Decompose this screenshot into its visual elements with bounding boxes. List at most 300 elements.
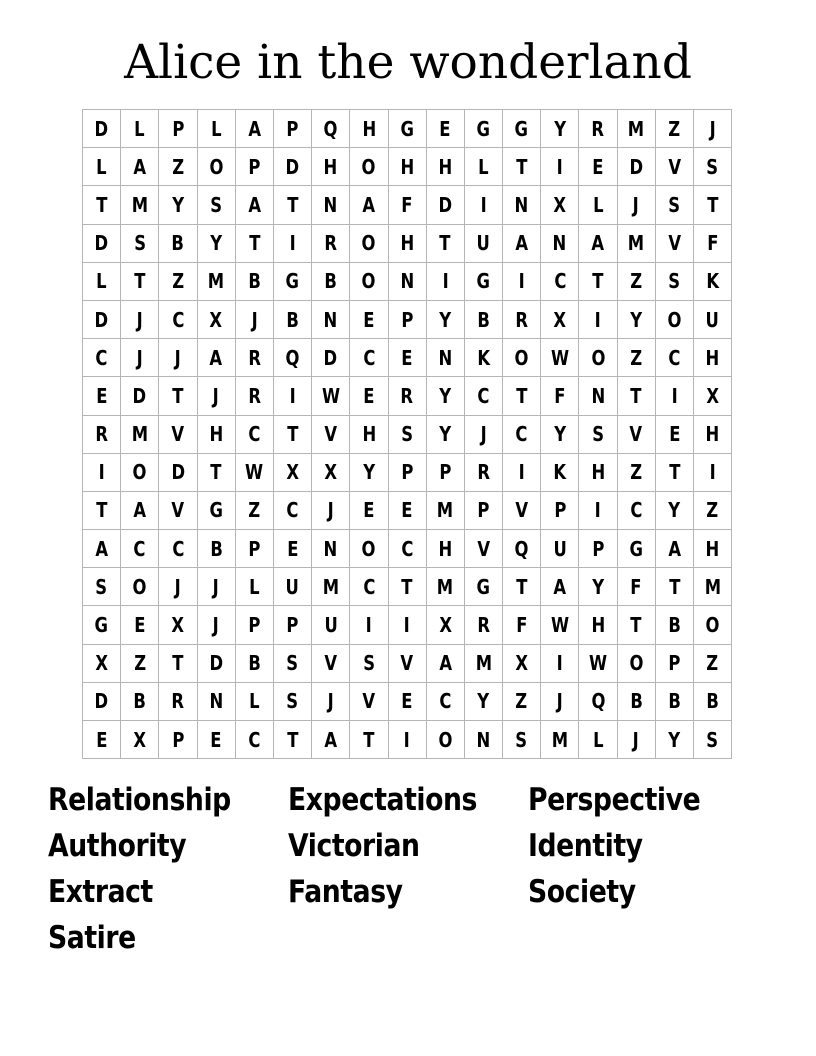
grid-cell (503, 606, 541, 644)
grid-cell (541, 491, 579, 529)
grid-row (83, 491, 732, 529)
grid-cell (464, 530, 502, 568)
grid-letter: Q (285, 345, 300, 370)
grid-letter: D (438, 192, 453, 217)
grid-cell (350, 682, 388, 720)
grid-cell (159, 186, 197, 224)
grid-cell (464, 415, 502, 453)
grid-cell (273, 606, 311, 644)
grid-letter: H (705, 422, 720, 447)
grid-letter: A (591, 231, 605, 256)
grid-letter: T (630, 613, 642, 638)
grid-cell (312, 682, 350, 720)
grid-letter: X (324, 460, 338, 485)
grid-letter: C (248, 727, 261, 752)
grid-cell (235, 530, 273, 568)
grid-letter: B (171, 231, 185, 256)
grid-letter: Y (553, 116, 566, 141)
grid-letter: J (633, 727, 640, 752)
grid-letter: L (592, 192, 604, 217)
grid-cell (159, 300, 197, 338)
grid-cell (350, 644, 388, 682)
grid-letter: Q (514, 536, 529, 561)
grid-letter: J (174, 574, 182, 599)
grid-cell (159, 644, 197, 682)
grid-letter: D (629, 154, 644, 179)
grid-cell (235, 491, 273, 529)
grid-cell (464, 377, 502, 415)
grid-letter: C (133, 536, 146, 561)
grid-cell (541, 415, 579, 453)
grid-cell (83, 262, 121, 300)
grid-letter: L (249, 574, 260, 599)
grid-cell (159, 682, 197, 720)
grid-letter: R (477, 460, 490, 485)
grid-cell (83, 300, 121, 338)
grid-cell (426, 491, 464, 529)
grid-cell (350, 300, 388, 338)
grid-row (83, 644, 732, 682)
grid-letter: L (592, 727, 604, 752)
word-list-item: Victorian (288, 828, 420, 864)
grid-letter: O (361, 536, 376, 561)
grid-letter: S (133, 231, 146, 256)
grid-letter: Z (630, 460, 643, 485)
grid-letter: Y (553, 422, 566, 447)
grid-cell (235, 721, 273, 759)
grid-cell (273, 644, 311, 682)
grid-cell (541, 262, 579, 300)
grid-letter: B (286, 307, 299, 332)
grid-cell (83, 110, 121, 148)
grid-cell (83, 377, 121, 415)
grid-cell (426, 339, 464, 377)
grid-cell (426, 377, 464, 415)
grid-cell (541, 453, 579, 491)
grid-letter: S (706, 727, 719, 752)
grid-letter: Q (323, 116, 338, 141)
grid-letter: J (136, 345, 143, 370)
grid-cell (503, 339, 541, 377)
grid-letter: H (591, 613, 605, 638)
grid-cell (235, 339, 273, 377)
grid-letter: T (668, 460, 681, 485)
grid-row (83, 339, 732, 377)
grid-cell (694, 148, 732, 186)
grid-letter: I (404, 727, 411, 752)
grid-cell (235, 415, 273, 453)
grid-cell (159, 721, 197, 759)
grid-cell (159, 262, 197, 300)
grid-cell (655, 262, 693, 300)
grid-letter: H (362, 422, 376, 447)
grid-letter: F (516, 613, 528, 638)
grid-cell (503, 453, 541, 491)
grid-cell (121, 491, 159, 529)
grid-letter: M (322, 574, 339, 599)
grid-cell (273, 224, 311, 262)
grid-cell (426, 262, 464, 300)
grid-cell (388, 148, 426, 186)
grid-letter: V (668, 231, 681, 256)
grid-cell (464, 186, 502, 224)
grid-cell (655, 224, 693, 262)
grid-cell (388, 186, 426, 224)
grid-letter: I (98, 460, 105, 485)
grid-letter: U (285, 574, 300, 599)
grid-cell (197, 530, 235, 568)
grid-letter: D (285, 154, 300, 179)
grid-letter: T (592, 269, 604, 294)
grid-letter: R (324, 231, 338, 256)
grid-letter: Q (591, 689, 605, 714)
grid-cell (121, 644, 159, 682)
grid-letter: I (594, 307, 602, 332)
grid-cell (312, 606, 350, 644)
grid-cell (159, 491, 197, 529)
grid-cell (83, 453, 121, 491)
grid-letter: E (401, 345, 413, 370)
grid-cell (426, 606, 464, 644)
grid-letter: A (324, 727, 338, 752)
grid-cell (273, 186, 311, 224)
grid-letter: Y (439, 383, 452, 408)
grid-cell (426, 186, 464, 224)
grid-cell (579, 224, 617, 262)
grid-letter: O (361, 154, 376, 179)
grid-cell (273, 339, 311, 377)
grid-letter: J (174, 345, 182, 370)
grid-cell (464, 721, 502, 759)
grid-letter: H (400, 154, 414, 179)
grid-cell (312, 186, 350, 224)
grid-cell (617, 377, 655, 415)
grid-letter: I (289, 383, 296, 408)
grid-row (83, 682, 732, 720)
grid-cell (235, 377, 273, 415)
word-list-item: Perspective (528, 782, 701, 818)
grid-cell (464, 262, 502, 300)
grid-letter: P (401, 460, 414, 485)
grid-cell (694, 262, 732, 300)
grid-letter: S (592, 422, 604, 447)
grid-letter: P (553, 498, 566, 523)
grid-cell (235, 148, 273, 186)
grid-letter: T (668, 574, 681, 599)
grid-letter: I (709, 460, 716, 485)
grid-letter: D (94, 689, 109, 714)
grid-cell (541, 110, 579, 148)
grid-cell (83, 721, 121, 759)
grid-cell (426, 721, 464, 759)
grid-letter: O (438, 727, 453, 752)
grid-cell (312, 300, 350, 338)
grid-letter: V (171, 498, 185, 523)
grid-letter: I (518, 269, 525, 294)
grid-letter: V (324, 651, 338, 676)
grid-letter: Z (630, 269, 643, 294)
grid-letter: U (324, 613, 338, 638)
grid-cell (503, 224, 541, 262)
grid-row (83, 148, 732, 186)
grid-letter: M (437, 574, 454, 599)
grid-letter: G (514, 116, 529, 141)
grid-cell (388, 262, 426, 300)
grid-cell (350, 186, 388, 224)
grid-cell (121, 453, 159, 491)
grid-cell (617, 300, 655, 338)
grid-letter: H (438, 154, 453, 179)
grid-row (83, 110, 732, 148)
grid-cell (503, 186, 541, 224)
grid-cell (197, 110, 235, 148)
grid-cell (694, 224, 732, 262)
grid-row (83, 530, 732, 568)
grid-letter: W (588, 651, 608, 676)
grid-cell (350, 415, 388, 453)
grid-cell (83, 491, 121, 529)
grid-letter: N (514, 192, 529, 217)
grid-letter: X (209, 307, 223, 332)
grid-cell (503, 262, 541, 300)
grid-cell (617, 339, 655, 377)
grid-letter: S (668, 192, 681, 217)
grid-letter: T (706, 192, 719, 217)
grid-letter: J (327, 689, 334, 714)
grid-letter: M (475, 651, 492, 676)
grid-letter: C (668, 345, 681, 370)
grid-letter: I (556, 154, 563, 179)
grid-letter: S (210, 192, 223, 217)
grid-letter: C (362, 345, 375, 370)
grid-letter: D (94, 231, 109, 256)
grid-letter: M (628, 116, 645, 141)
grid-letter: R (171, 689, 185, 714)
grid-cell (235, 453, 273, 491)
grid-letter: X (95, 651, 108, 676)
grid-cell (388, 491, 426, 529)
grid-cell (503, 300, 541, 338)
grid-cell (426, 148, 464, 186)
grid-cell (83, 682, 121, 720)
grid-cell (694, 721, 732, 759)
grid-cell (464, 606, 502, 644)
grid-cell (694, 186, 732, 224)
grid-cell (541, 377, 579, 415)
grid-letter: P (592, 536, 605, 561)
grid-cell (350, 568, 388, 606)
grid-letter: E (401, 689, 413, 714)
grid-letter: T (210, 460, 222, 485)
grid-cell (197, 262, 235, 300)
grid-cell (655, 530, 693, 568)
grid-cell (503, 568, 541, 606)
grid-letter: T (286, 422, 299, 447)
grid-letter: A (209, 345, 223, 370)
grid-cell (694, 491, 732, 529)
grid-letter: A (515, 231, 528, 256)
grid-letter: N (323, 307, 338, 332)
grid-cell (426, 644, 464, 682)
grid-cell (617, 224, 655, 262)
grid-letter: E (668, 422, 681, 447)
grid-cell (388, 339, 426, 377)
grid-letter: H (705, 536, 720, 561)
grid-letter: W (550, 613, 569, 638)
grid-letter: J (213, 574, 220, 599)
grid-letter: J (213, 613, 220, 638)
grid-cell (655, 110, 693, 148)
grid-letter: I (556, 651, 563, 676)
grid-cell (464, 339, 502, 377)
grid-cell (273, 682, 311, 720)
grid-letter: S (706, 154, 719, 179)
grid-cell (121, 339, 159, 377)
grid-letter: E (210, 727, 222, 752)
grid-cell (273, 110, 311, 148)
grid-letter: E (363, 498, 375, 523)
grid-letter: T (248, 231, 260, 256)
grid-row (83, 224, 732, 262)
grid-letter: I (480, 192, 487, 217)
grid-letter: I (289, 231, 296, 256)
grid-row (83, 568, 732, 606)
word-list-item: Authority (48, 828, 187, 864)
grid-letter: T (172, 383, 184, 408)
grid-cell (464, 644, 502, 682)
grid-letter: I (404, 613, 411, 638)
grid-letter: T (172, 651, 184, 676)
grid-letter: P (439, 460, 452, 485)
grid-letter: U (705, 307, 720, 332)
grid-letter: Z (668, 116, 681, 141)
grid-letter: T (286, 192, 299, 217)
grid-letter: N (209, 689, 224, 714)
grid-letter: Z (133, 651, 146, 676)
grid-letter: Z (515, 689, 528, 714)
grid-cell (197, 682, 235, 720)
grid-row (83, 377, 732, 415)
grid-letter: B (248, 651, 261, 676)
grid-letter: E (439, 116, 451, 141)
grid-cell (541, 721, 579, 759)
grid-letter: N (552, 231, 567, 256)
grid-letter: D (132, 383, 147, 408)
grid-letter: X (706, 383, 719, 408)
word-list-item: Relationship (48, 782, 231, 818)
grid-cell (617, 644, 655, 682)
grid-cell (617, 148, 655, 186)
grid-cell (273, 453, 311, 491)
grid-cell (464, 110, 502, 148)
grid-cell (121, 186, 159, 224)
grid-letter: Y (439, 422, 452, 447)
grid-letter: C (553, 269, 566, 294)
grid-cell (121, 606, 159, 644)
grid-cell (159, 453, 197, 491)
grid-letter: V (629, 422, 643, 447)
grid-cell (579, 415, 617, 453)
grid-letter: H (438, 536, 453, 561)
grid-cell (83, 530, 121, 568)
grid-letter: J (136, 307, 143, 332)
grid-cell (579, 377, 617, 415)
grid-letter: J (327, 498, 334, 523)
grid-cell (617, 530, 655, 568)
grid-letter: M (131, 422, 148, 447)
grid-cell (273, 491, 311, 529)
grid-letter: C (248, 422, 261, 447)
grid-cell (83, 606, 121, 644)
grid-letter: X (553, 192, 567, 217)
grid-cell (464, 682, 502, 720)
grid-cell (235, 300, 273, 338)
grid-cell (388, 224, 426, 262)
grid-cell (312, 224, 350, 262)
grid-cell (121, 148, 159, 186)
grid-cell (503, 415, 541, 453)
grid-cell (312, 339, 350, 377)
grid-letter: O (629, 651, 644, 676)
grid-letter: Y (362, 460, 375, 485)
grid-letter: B (209, 536, 223, 561)
grid-cell (541, 300, 579, 338)
grid-cell (617, 262, 655, 300)
grid-letter: A (247, 192, 261, 217)
grid-letter: G (476, 574, 491, 599)
grid-letter: W (321, 383, 340, 408)
grid-letter: L (249, 689, 260, 714)
grid-cell (235, 224, 273, 262)
grid-cell (503, 148, 541, 186)
grid-cell (426, 224, 464, 262)
grid-letter: T (134, 269, 146, 294)
grid-cell (159, 415, 197, 453)
grid-cell (617, 606, 655, 644)
grid-letter: J (556, 689, 563, 714)
grid-letter: R (95, 422, 108, 447)
grid-cell (235, 606, 273, 644)
grid-letter: V (400, 651, 414, 676)
grid-letter: H (705, 345, 720, 370)
grid-cell (273, 415, 311, 453)
grid-letter: K (477, 345, 490, 370)
grid-cell (579, 644, 617, 682)
grid-letter: J (633, 192, 640, 217)
grid-cell (159, 568, 197, 606)
grid-letter: Y (210, 231, 223, 256)
grid-letter: A (95, 536, 108, 561)
grid-letter: Y (668, 498, 681, 523)
grid-cell (197, 377, 235, 415)
grid-cell (541, 339, 579, 377)
grid-cell (121, 721, 159, 759)
grid-cell (159, 606, 197, 644)
grid-cell (159, 148, 197, 186)
grid-cell (388, 300, 426, 338)
grid-cell (312, 453, 350, 491)
grid-letter: H (400, 231, 414, 256)
grid-cell (197, 339, 235, 377)
grid-cell (350, 148, 388, 186)
grid-cell (541, 682, 579, 720)
grid-letter: V (668, 154, 681, 179)
grid-cell (312, 377, 350, 415)
grid-letter: N (591, 383, 605, 408)
grid-cell (617, 721, 655, 759)
grid-letter: B (477, 307, 490, 332)
grid-cell (273, 530, 311, 568)
